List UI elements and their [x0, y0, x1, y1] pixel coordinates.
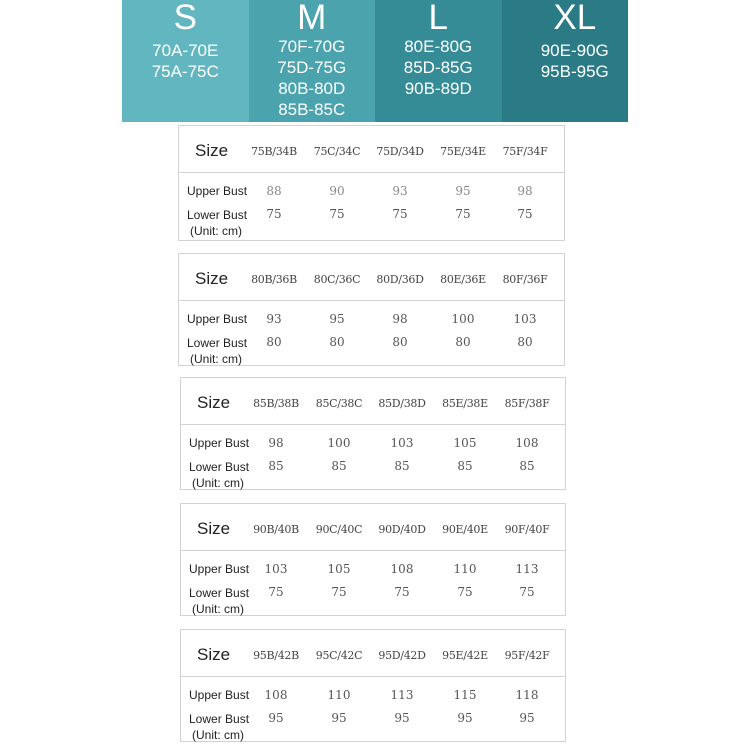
upper-bust-value: 103 [390, 436, 414, 450]
size-code: 90F/40F [504, 523, 550, 536]
lower-bust-value: 75 [266, 207, 282, 221]
size-label: Size [197, 519, 231, 538]
size-table-4 [180, 503, 566, 616]
size-code: 80B/36B [251, 273, 297, 286]
upper-bust-value: 113 [515, 562, 539, 576]
unit-label: (Unit: cm) [190, 224, 242, 238]
size-table-2 [178, 253, 565, 366]
size-code: 95C/42C [315, 649, 363, 662]
upper-bust-value: 98 [392, 312, 408, 326]
upper-bust-label: Upper Bust [189, 688, 250, 702]
size-code: 95E/42E [442, 649, 488, 662]
lower-bust-value: 75 [457, 585, 473, 599]
lower-bust-value: 75 [392, 207, 408, 221]
band-m-code: 75D-75G [277, 58, 347, 77]
upper-bust-label: Upper Bust [187, 184, 248, 198]
band-s-code: 70A-70E [152, 41, 219, 60]
lower-bust-value: 80 [392, 335, 408, 349]
size-code: 85B/38B [253, 397, 299, 410]
band-m-code: 70F-70G [278, 37, 346, 56]
upper-bust-value: 103 [264, 562, 288, 576]
band-xl [502, 0, 629, 122]
size-code: 85E/38E [442, 397, 488, 410]
unit-label: (Unit: cm) [192, 476, 244, 490]
band-s [122, 0, 249, 122]
lower-bust-label: Lower Bust [189, 460, 250, 474]
size-code: 80C/36C [313, 273, 361, 286]
lower-bust-value: 75 [331, 585, 347, 599]
upper-bust-value: 93 [392, 184, 408, 198]
lower-bust-value: 80 [329, 335, 345, 349]
lower-bust-value: 75 [519, 585, 535, 599]
lower-bust-label: Lower Bust [187, 336, 248, 350]
lower-bust-value: 80 [517, 335, 533, 349]
size-code: 90B/40B [253, 523, 299, 536]
band-xl-letter: XL [553, 0, 597, 37]
upper-bust-value: 118 [515, 688, 539, 702]
upper-bust-value: 100 [327, 436, 351, 450]
band-m-letter: M [297, 0, 327, 37]
unit-label: (Unit: cm) [192, 728, 244, 742]
lower-bust-label: Lower Bust [187, 208, 248, 222]
band-xl-codes [522, 40, 629, 82]
size-table-5 [180, 629, 566, 742]
size-code: 90D/40D [378, 523, 426, 536]
lower-bust-value: 85 [394, 459, 410, 473]
lower-bust-value: 85 [457, 459, 473, 473]
lower-bust-value: 95 [394, 711, 410, 725]
size-code: 85F/38F [504, 397, 550, 410]
size-header-row [181, 504, 565, 551]
upper-bust-label: Upper Bust [189, 562, 250, 576]
size-code: 75D/34D [376, 145, 424, 158]
size-code: 90E/40E [442, 523, 488, 536]
lower-bust-value: 80 [455, 335, 471, 349]
band-l-code: 80E-80G [404, 37, 473, 56]
size-label: Size [197, 393, 231, 412]
band-l-letter: L [428, 0, 448, 37]
size-code: 95F/42F [504, 649, 550, 662]
lower-bust-value: 75 [268, 585, 284, 599]
upper-bust-value: 88 [266, 184, 282, 198]
size-code: 90C/40C [315, 523, 363, 536]
lower-bust-value: 75 [329, 207, 345, 221]
upper-bust-value: 115 [453, 688, 477, 702]
upper-bust-value: 110 [453, 562, 477, 576]
lower-bust-value: 75 [455, 207, 471, 221]
size-code: 75B/34B [251, 145, 297, 158]
size-code: 95B/42B [253, 649, 299, 662]
unit-label: (Unit: cm) [192, 602, 244, 616]
upper-bust-value: 105 [453, 436, 477, 450]
upper-bust-value: 103 [513, 312, 537, 326]
lower-bust-label: Lower Bust [189, 712, 250, 726]
lower-bust-value: 75 [517, 207, 533, 221]
size-code: 80F/36F [502, 273, 548, 286]
size-header-row [179, 126, 564, 173]
unit-label: (Unit: cm) [190, 352, 242, 366]
band-xl-code: 95B-95G [540, 62, 609, 81]
size-label: Size [195, 269, 229, 288]
size-header-row [179, 254, 564, 301]
upper-bust-value: 108 [264, 688, 288, 702]
lower-bust-value: 95 [519, 711, 535, 725]
band-l-code: 85D-85G [403, 58, 473, 77]
lower-bust-value: 85 [519, 459, 535, 473]
upper-bust-value: 90 [329, 184, 345, 198]
band-s-letter: S [173, 0, 197, 37]
band-m-code: 85B-85C [278, 100, 346, 119]
lower-bust-value: 75 [394, 585, 410, 599]
lower-bust-value: 85 [268, 459, 284, 473]
lower-bust-value: 95 [268, 711, 284, 725]
size-code: 95D/42D [378, 649, 426, 662]
band-xl-code: 90E-90G [540, 41, 609, 60]
upper-bust-value: 105 [327, 562, 351, 576]
upper-bust-value: 98 [517, 184, 533, 198]
upper-bust-value: 95 [329, 312, 345, 326]
size-code: 80D/36D [376, 273, 424, 286]
upper-bust-value: 108 [390, 562, 414, 576]
band-m-codes [249, 36, 376, 120]
size-label: Size [195, 141, 229, 160]
size-code: 85C/38C [315, 397, 363, 410]
lower-bust-label: Lower Bust [189, 586, 250, 600]
size-code: 85D/38D [378, 397, 426, 410]
upper-bust-label: Upper Bust [189, 436, 250, 450]
lower-bust-value: 95 [457, 711, 473, 725]
size-code: 75E/34E [440, 145, 486, 158]
band-l-codes [375, 36, 502, 99]
size-label: Size [197, 645, 231, 664]
size-code: 80E/36E [440, 273, 486, 286]
size-code: 75F/34F [502, 145, 548, 158]
upper-bust-value: 93 [266, 312, 282, 326]
size-header-row [181, 378, 565, 425]
upper-bust-value: 110 [327, 688, 351, 702]
band-s-code: 75A-75C [151, 62, 219, 81]
upper-bust-value: 98 [268, 436, 284, 450]
upper-bust-value: 113 [390, 688, 414, 702]
band-m [249, 0, 376, 122]
band-l [375, 0, 502, 122]
upper-bust-value: 108 [515, 436, 539, 450]
band-l-code: 90B-89D [404, 79, 472, 98]
lower-bust-value: 80 [266, 335, 282, 349]
size-band-header [122, 0, 628, 122]
upper-bust-value: 95 [455, 184, 471, 198]
size-table-3 [180, 377, 566, 490]
band-s-codes [122, 40, 249, 82]
band-m-code: 80B-80D [278, 79, 346, 98]
lower-bust-value: 85 [331, 459, 347, 473]
upper-bust-label: Upper Bust [187, 312, 248, 326]
upper-bust-value: 100 [451, 312, 475, 326]
size-header-row [181, 630, 565, 677]
lower-bust-value: 95 [331, 711, 347, 725]
size-code: 75C/34C [313, 145, 361, 158]
size-table-1 [178, 125, 565, 241]
